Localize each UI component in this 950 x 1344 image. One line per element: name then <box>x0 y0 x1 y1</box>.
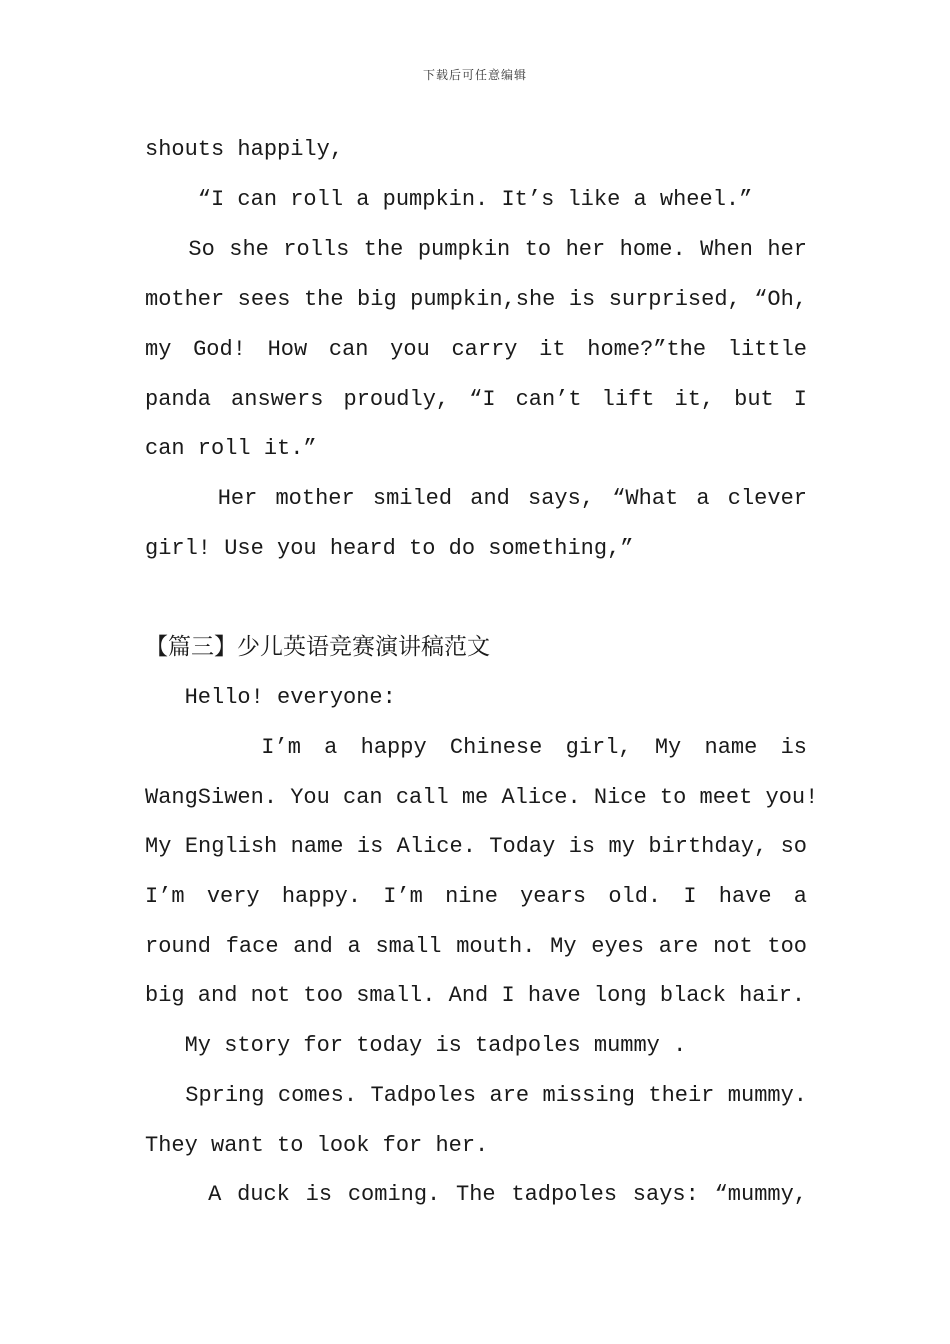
paragraph-line: WangSiwen. You can call me Alice. Nice to meet you! <box>145 785 819 810</box>
section-heading: 【篇三】少儿英语竞赛演讲稿范文 <box>145 634 490 660</box>
paragraph-line: A duck is coming. The tadpoles says: “mummy, <box>145 1182 807 1207</box>
paragraph-line: mother sees the big pumpkin,she is surprised, “Oh, <box>145 287 807 312</box>
paragraph-line: My English name is Alice. Today is my birthday, so <box>145 834 807 859</box>
paragraph-line: They want to look for her. <box>145 1133 489 1158</box>
paragraph-line: Hello! everyone: <box>145 685 396 710</box>
paragraph-line: “I can roll a pumpkin. It’s like a wheel.” <box>145 187 753 212</box>
paragraph-line: Spring comes. Tadpoles are missing their mummy. <box>145 1083 807 1108</box>
paragraph-line: Her mother smiled and says, “What a clever <box>145 486 807 511</box>
paragraph-line: I’m very happy. I’m nine years old. I have a <box>145 884 807 909</box>
paragraph-line: my God! How can you carry it home?”the little <box>145 337 807 362</box>
paragraph-line: big and not too small. And I have long black hair. <box>145 983 806 1008</box>
paragraph-line: I’m a happy Chinese girl, My name is <box>145 735 807 760</box>
paragraph-line: shouts happily, <box>145 137 344 162</box>
paragraph-line: girl! Use you heard to do something,” <box>145 536 634 561</box>
paragraph-line: So she rolls the pumpkin to her home. When her <box>145 237 807 262</box>
paragraph-line: panda answers proudly, “I can’t lift it, but I <box>145 387 807 412</box>
paragraph-line: My story for today is tadpoles mummy . <box>145 1033 687 1058</box>
page-header: 下载后可任意编辑 <box>422 68 527 82</box>
paragraph-line: round face and a small mouth. My eyes are not too <box>145 934 807 959</box>
paragraph-line: can roll it.” <box>145 436 317 461</box>
